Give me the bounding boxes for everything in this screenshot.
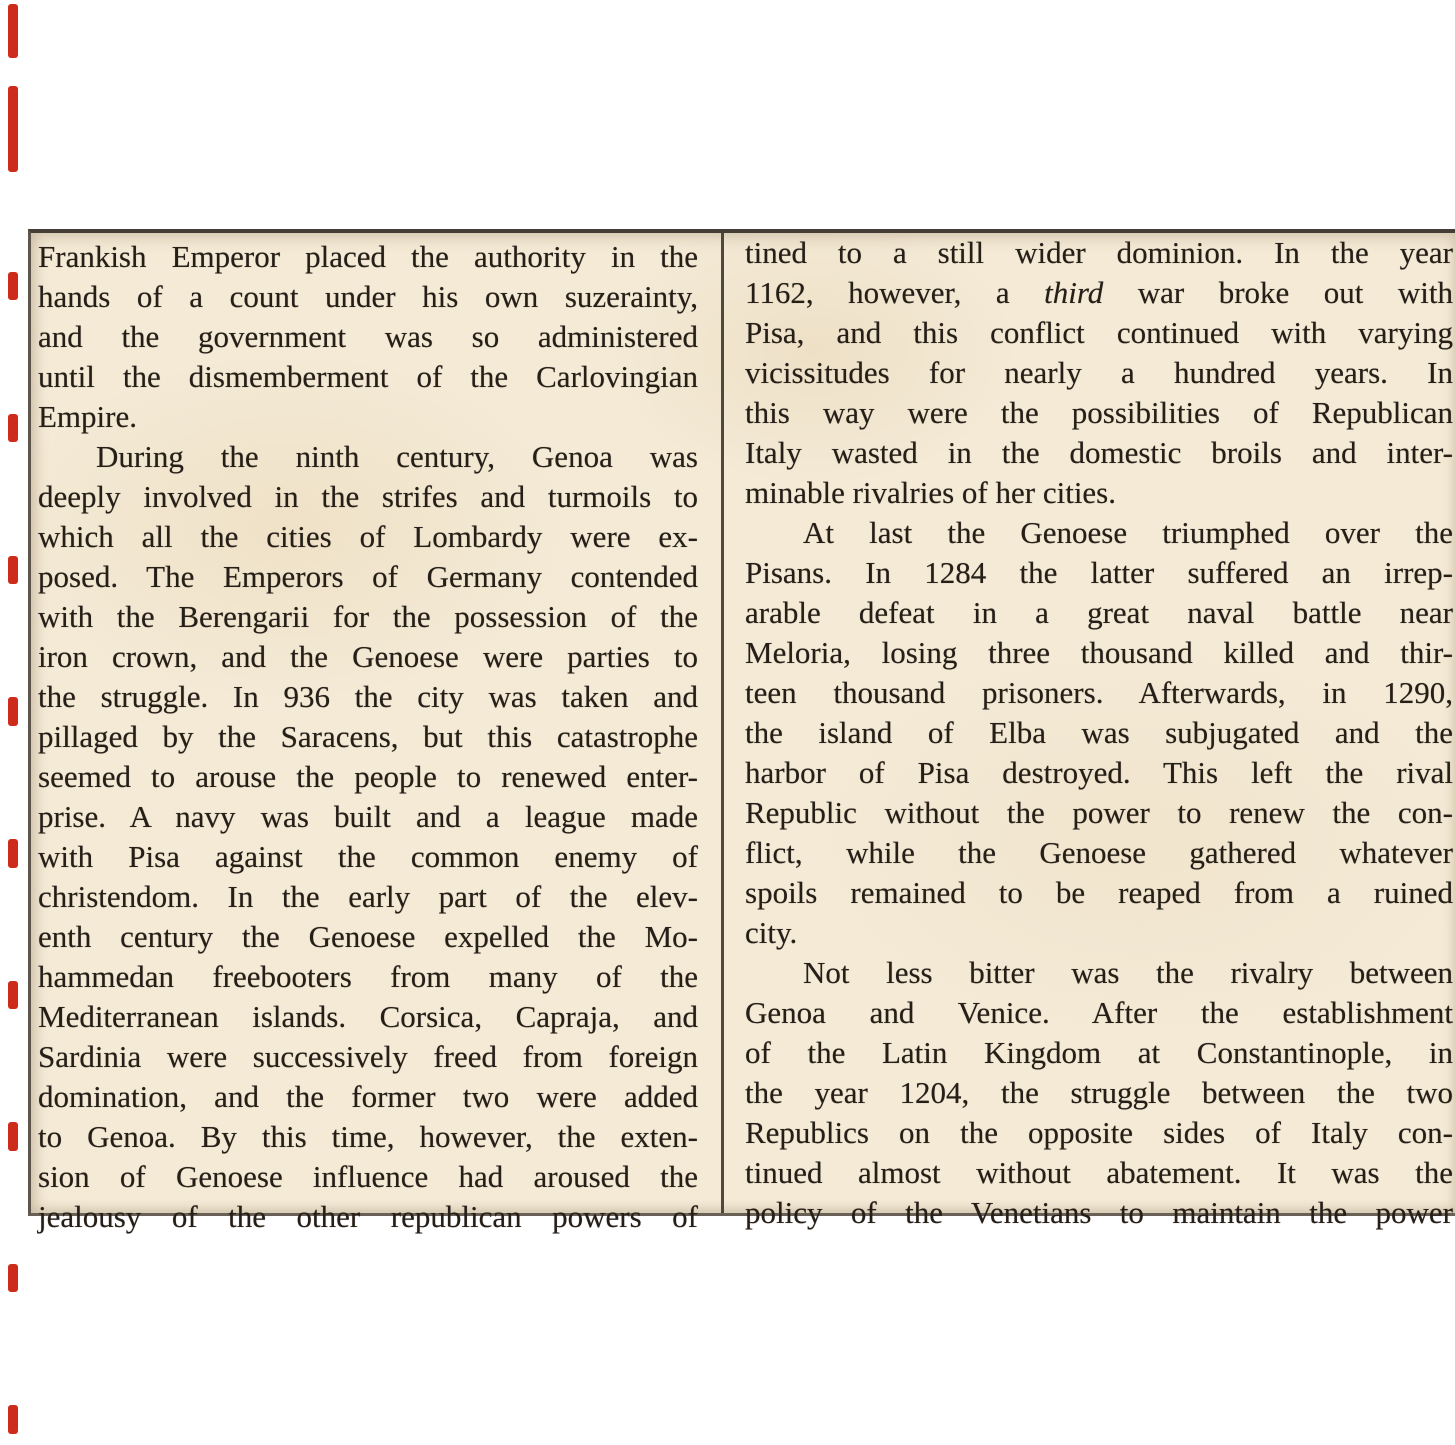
text-line: spoils remained to be reaped from a ruined: [745, 875, 1453, 910]
red-margin-mark: [8, 272, 18, 300]
text-line: teen thousand prisoners. Afterwards, in 1290,: [745, 675, 1453, 710]
text-line: hands of a count under his own suzerainty,: [38, 279, 698, 314]
red-margin-mark: [8, 86, 18, 172]
text-line: and the government was so administered: [38, 319, 698, 354]
text-line: christendom. In the early part of the elev-: [38, 879, 698, 914]
red-margin-mark: [8, 697, 18, 726]
right-text-column: [745, 233, 1453, 1233]
text-line: posed. The Emperors of Germany contended: [38, 559, 698, 594]
text-line: prise. A navy was built and a league made: [38, 799, 698, 834]
text-line: Republic without the power to renew the con-: [745, 795, 1453, 830]
text-line: policy of the Venetians to maintain the power: [745, 1195, 1453, 1230]
text-line: the year 1204, the struggle between the two: [745, 1075, 1453, 1110]
text-line: of the Latin Kingdom at Constantinople, in: [745, 1035, 1453, 1070]
text-line: Mediterranean islands. Corsica, Capraja, and: [38, 999, 698, 1034]
text-line: this way were the possibilities of Republican: [745, 395, 1453, 430]
text-line: During the ninth century, Genoa was: [96, 439, 698, 474]
red-margin-mark: [8, 414, 18, 442]
red-margin-mark: [8, 839, 18, 868]
red-margin-mark: [8, 1264, 18, 1292]
text-line: Pisa, and this conflict continued with varying: [745, 315, 1453, 350]
red-margin-mark: [8, 981, 18, 1009]
text-line: enth century the Genoese expelled the Mo-: [38, 919, 698, 954]
text-line: hammedan freebooters from many of the: [38, 959, 698, 994]
left-text-column: [38, 237, 698, 1237]
text-line: seemed to arouse the people to renewed enter-: [38, 759, 698, 794]
text-line: arable defeat in a great naval battle near: [745, 595, 1453, 630]
text-line: flict, while the Genoese gathered whatever: [745, 835, 1453, 870]
text-line: Genoa and Venice. After the establishment: [745, 995, 1453, 1030]
column-divider: [721, 233, 724, 1213]
text-line: domination, and the former two were added: [38, 1079, 698, 1114]
text-line: until the dismemberment of the Carlovingian: [38, 359, 698, 394]
text-line: Italy wasted in the domestic broils and inter-: [745, 435, 1453, 470]
text-line: tinued almost without abatement. It was the: [745, 1155, 1453, 1190]
text-line: deeply involved in the strifes and turmoils to: [38, 479, 698, 514]
text-line: Meloria, losing three thousand killed and thir-: [745, 635, 1453, 670]
text-line: pillaged by the Saracens, but this catastrophe: [38, 719, 698, 754]
text-line: sion of Genoese influence had aroused the: [38, 1159, 698, 1194]
text-line: harbor of Pisa destroyed. This left the rival: [745, 755, 1453, 790]
text-line: the struggle. In 936 the city was taken and: [38, 679, 698, 714]
red-margin-mark: [8, 4, 18, 58]
text-line: 1162, however, a third war broke out with: [745, 275, 1453, 310]
text-line: city.: [745, 915, 798, 950]
red-margin-mark: [8, 1405, 18, 1434]
red-margin-mark: [8, 556, 18, 584]
text-line: with the Berengarii for the possession of the: [38, 599, 698, 634]
text-line: minable rivalries of her cities.: [745, 475, 1117, 510]
red-margin-mark: [8, 1122, 18, 1151]
text-line: Republics on the opposite sides of Italy con-: [745, 1115, 1453, 1150]
paper-sheet: [28, 229, 1455, 1234]
text-line: At last the Genoese triumphed over the: [803, 515, 1453, 550]
text-line: with Pisa against the common enemy of: [38, 839, 698, 874]
text-line: the island of Elba was subjugated and the: [745, 715, 1453, 750]
text-line: Not less bitter was the rivalry between: [803, 955, 1453, 990]
text-line: to Genoa. By this time, however, the exten-: [38, 1119, 698, 1154]
text-line: tined to a still wider dominion. In the year: [745, 235, 1453, 270]
text-line: Sardinia were successively freed from foreign: [38, 1039, 698, 1074]
text-line: iron crown, and the Genoese were parties to: [38, 639, 698, 674]
text-line: which all the cities of Lombardy were ex-: [38, 519, 698, 554]
text-line: Empire.: [38, 399, 137, 434]
text-line: Frankish Emperor placed the authority in the: [38, 239, 698, 274]
text-line: vicissitudes for nearly a hundred years. In: [745, 355, 1453, 390]
text-line: Pisans. In 1284 the latter suffered an irrep-: [745, 555, 1453, 590]
text-line: jealousy of the other republican powers of: [38, 1199, 698, 1234]
